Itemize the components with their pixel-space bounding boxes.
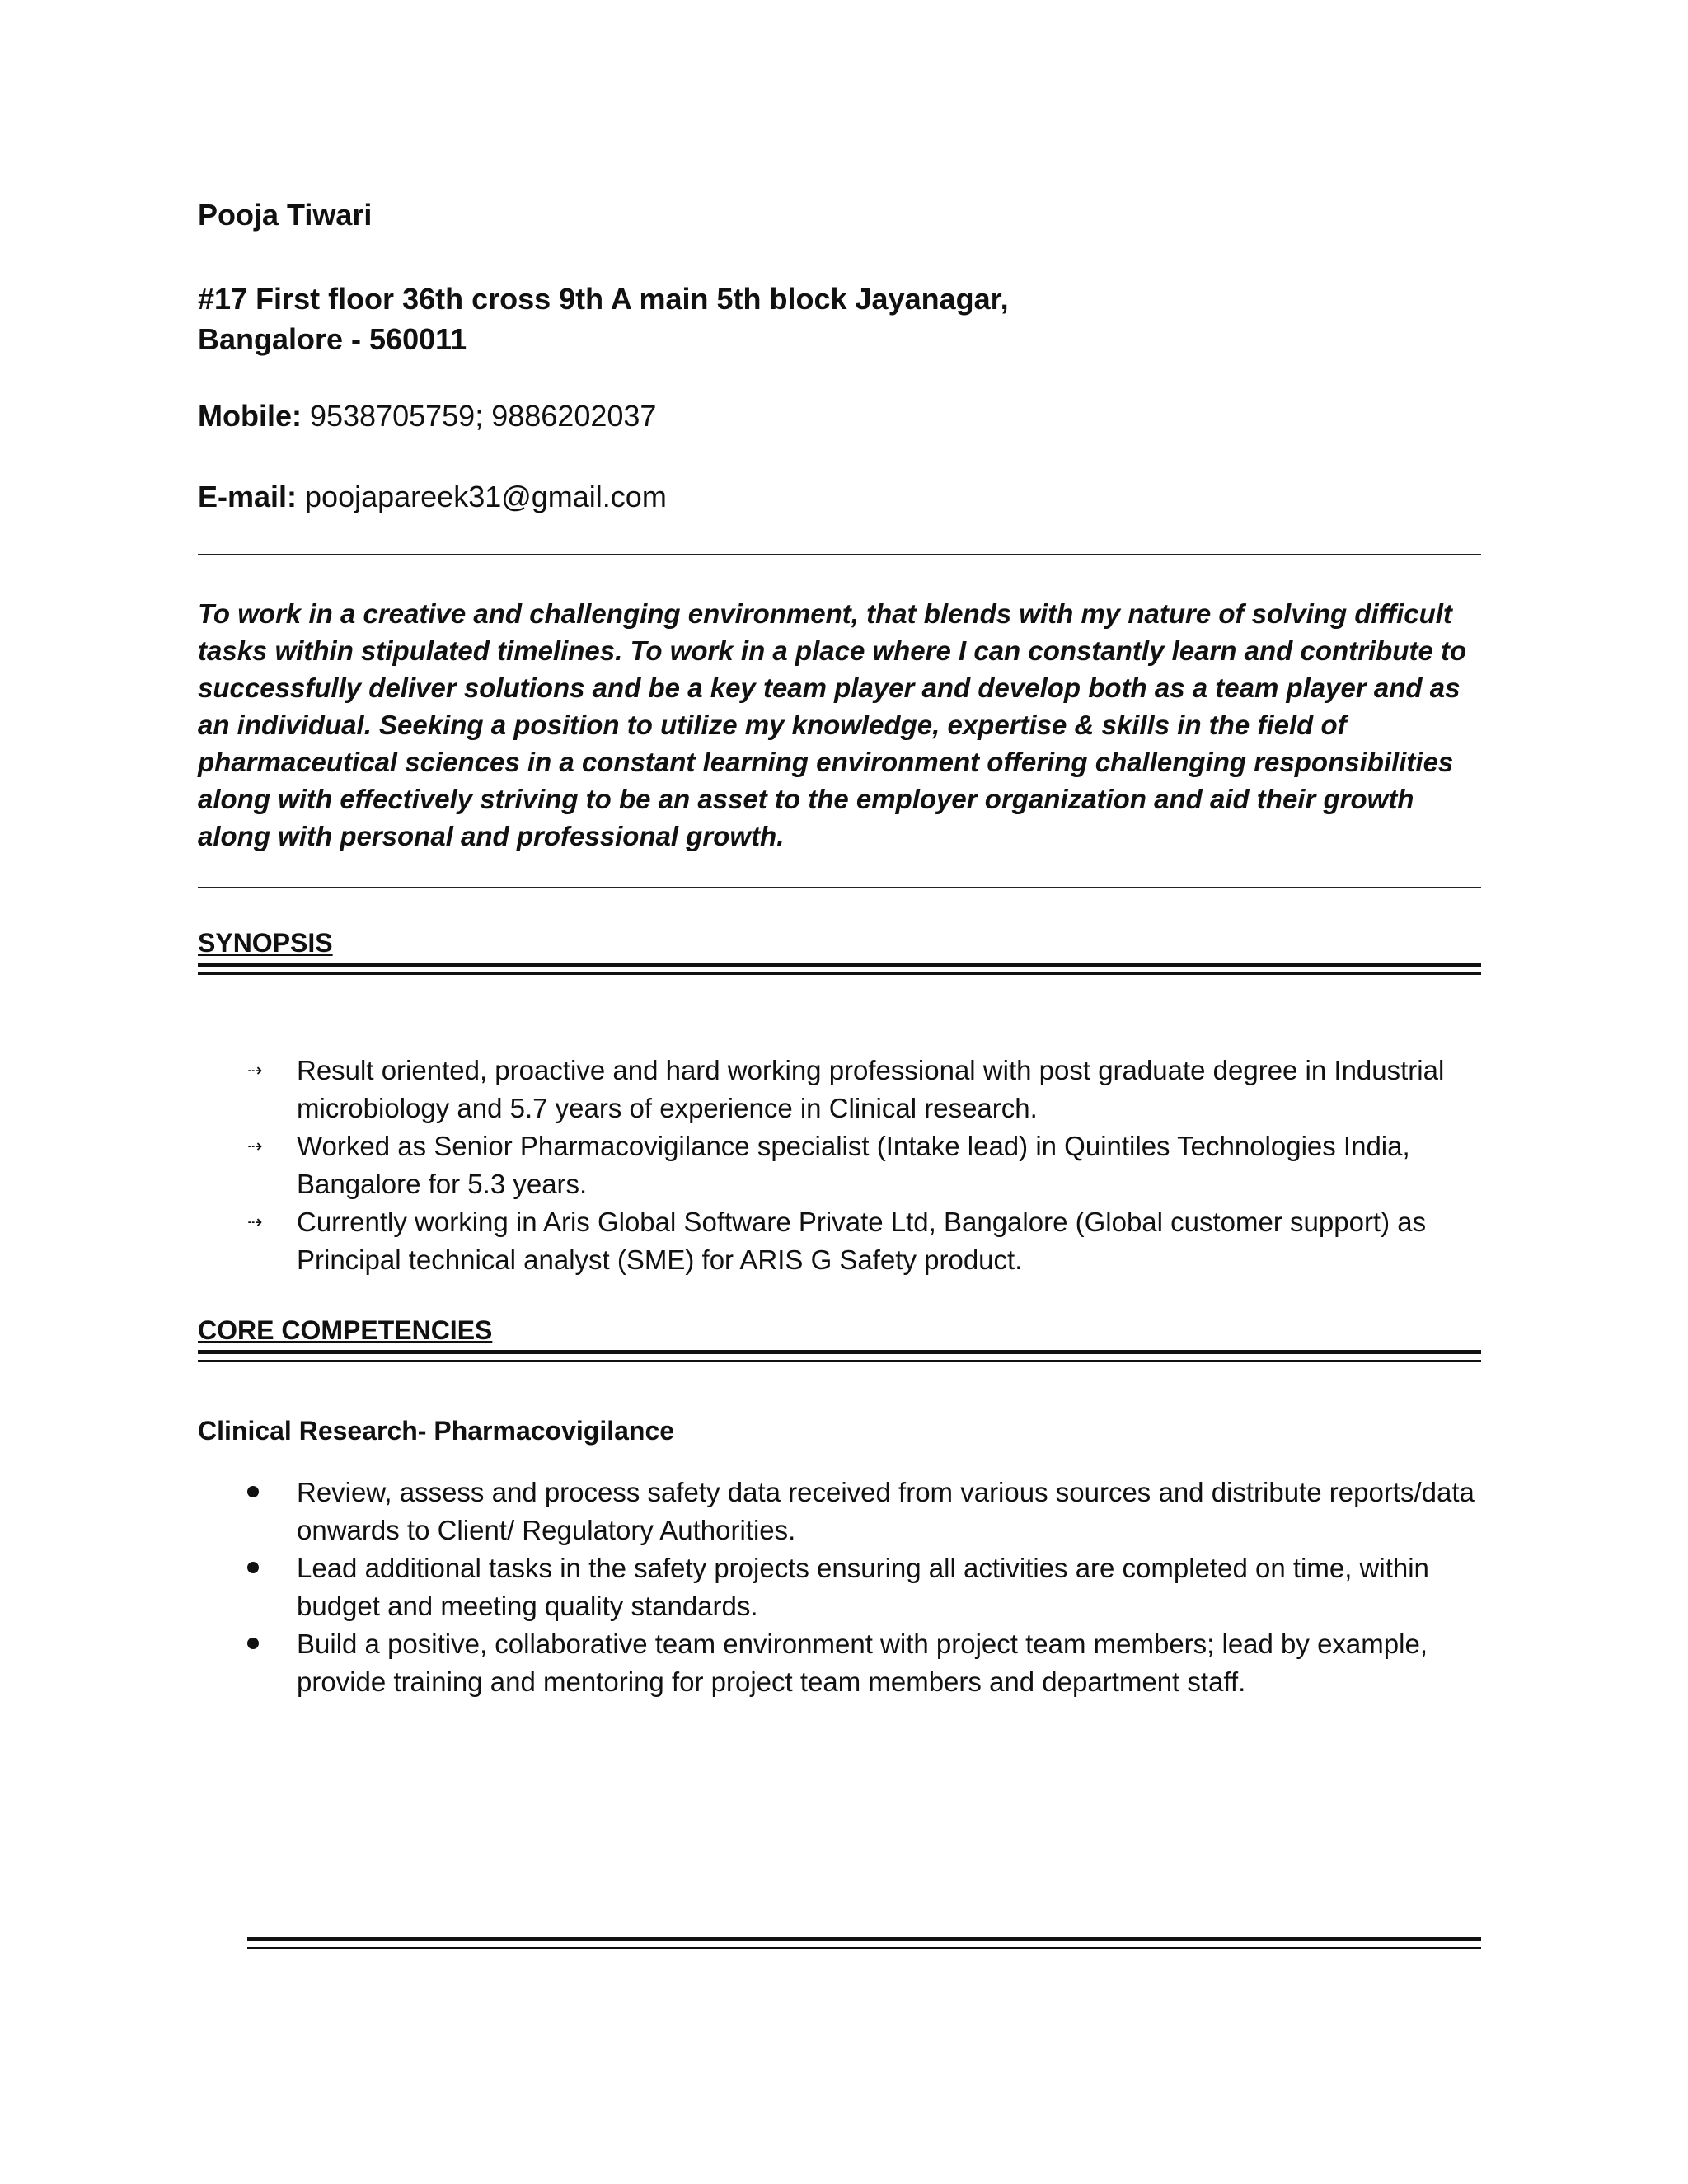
list-item: [247, 1625, 1492, 1701]
competency-subheading: Clinical Research- Pharmacovigilance: [198, 1416, 675, 1446]
synopsis-item-text: Worked as Senior Pharmacovigilance specialist (Intake lead) in Quintiles Technologies India, Bangalore for 5.3 years.: [297, 1131, 1410, 1199]
address: [198, 279, 1009, 359]
dashed-arrow-icon: ⇢: [247, 1060, 263, 1080]
competency-item-text: Build a positive, collaborative team environment with project team members; lead by example, provide training and mentoring for project team members and department staff.: [297, 1629, 1428, 1697]
bullet-dot-icon: [247, 1486, 259, 1497]
dashed-arrow-icon: ⇢: [247, 1212, 263, 1232]
email-contact: [198, 480, 667, 514]
bullet-dot-icon: [247, 1638, 259, 1649]
divider-objective-bottom: [198, 887, 1481, 888]
bullet-dot-icon: [247, 1562, 259, 1573]
list-item: [247, 1203, 1492, 1279]
dashed-arrow-icon: ⇢: [247, 1136, 263, 1156]
address-line-2: Bangalore - 560011: [198, 322, 467, 356]
competency-item-text: Lead additional tasks in the safety projects ensuring all activities are completed on time, within budget and meeting quality standards.: [297, 1553, 1429, 1621]
candidate-name: Pooja Tiwari: [198, 198, 373, 232]
mobile-label: Mobile:: [198, 399, 302, 433]
address-line-1: #17 First floor 36th cross 9th A main 5th block Jayanagar,: [198, 282, 1009, 316]
core-double-rule: [198, 1350, 1481, 1362]
list-item: [247, 1052, 1492, 1127]
email-value: poojapareek31@gmail.com: [297, 480, 667, 513]
synopsis-list: [247, 1052, 1492, 1279]
divider-top: [198, 554, 1481, 555]
mobile-value: 9538705759; 9886202037: [301, 399, 657, 433]
competency-item-text: Review, assess and process safety data received from various sources and distribute reports/data onwards to Client/ Regulatory Authorities.: [297, 1477, 1475, 1545]
competency-list: [247, 1474, 1492, 1701]
career-objective: To work in a creative and challenging environment, that blends with my nature of solving difficult tasks within stipulated timelines. To work in a place where I can constantly learn and contribute to successfully deliver solutions and be a key team player and develop both as a team player and as an individual. Seeking a position to utilize my knowledge, expertise & skills in the field of pharmaceutical sciences in a constant learning environment offering challenging responsibilities along with effectively striving to be an asset to the employer organization and aid their growth along with personal and professional growth.: [198, 598, 1467, 851]
list-item: [247, 1127, 1492, 1203]
list-item: [247, 1474, 1492, 1549]
mobile-contact: [198, 399, 656, 434]
footer-double-rule: [247, 1937, 1481, 1949]
core-competencies-heading: CORE COMPETENCIES: [198, 1315, 493, 1345]
synopsis-heading: SYNOPSIS: [198, 928, 333, 958]
synopsis-double-rule: [198, 963, 1481, 975]
email-label: E-mail:: [198, 480, 298, 513]
synopsis-item-text: Result oriented, proactive and hard working professional with post graduate degree in Industrial microbiology and 5.7 years of experience in Clinical research.: [297, 1055, 1445, 1123]
list-item: [247, 1549, 1492, 1625]
synopsis-item-text: Currently working in Aris Global Software Private Ltd, Bangalore (Global customer support) as Principal technical analyst (SME) for ARIS G Safety product.: [297, 1207, 1427, 1275]
